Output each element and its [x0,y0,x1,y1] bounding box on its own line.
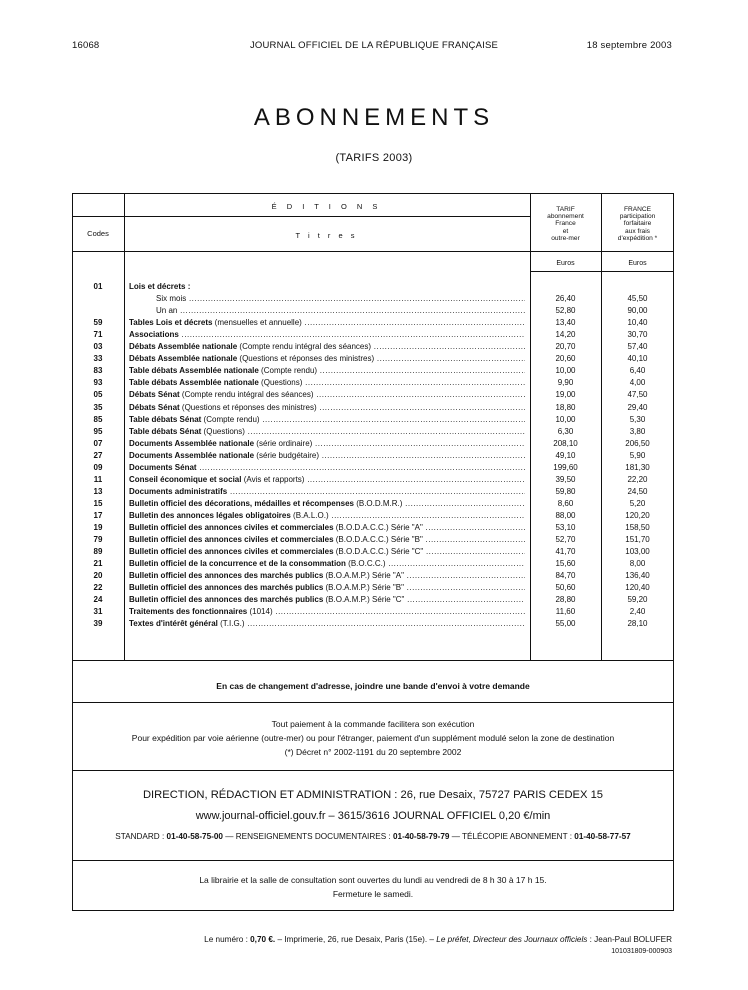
page-number: 16068 [72,40,100,51]
print-reference: 101031809-000903 [611,948,672,955]
telecopie-number: 01-40-58-77-57 [574,832,631,841]
row-tarif: 8,60 [557,498,574,508]
row-code: 19 [93,523,103,532]
row-title: Un an ..... [156,304,525,317]
page-title: ABONNEMENTS [253,104,495,131]
row-code: 89 [93,547,103,557]
row-france: 57,40 [627,342,648,352]
row-title: Documents Assemblée nationale (série ordinaire) ..... [129,437,525,450]
titres-header: T i t r e s [295,231,358,240]
row-title: Bulletin officiel des annonces civiles et commerciales (B.O.D.A.C.C.) Série "B" ..... [129,533,525,546]
row-tarif: 52,80 [555,306,576,316]
table-row [72,352,674,365]
payment-line-2: Pour expédition par voie aérienne (outre-mer) ou pour l'étranger, paiement d'un supplément modulé selon la zone de destination [131,733,615,743]
table-row [72,304,674,317]
table-row [72,521,674,534]
row-title: Textes d'intérêt général (T.I.G.) ..... [129,617,525,630]
row-france: 10,40 [627,318,648,328]
table-row [72,569,674,582]
row-title: Tables Lois et décrets (mensuelles et annuelle) ..... [129,316,525,329]
row-title: Table débats Assemblée nationale (Compte rendu) ..... [129,364,525,377]
row-tarif: 88,00 [555,510,576,520]
row-title: Débats Sénat (Questions et réponses des ministres) ..... [129,401,525,414]
row-code: 33 [93,354,103,364]
table-row [72,388,674,401]
row-tarif: 9,90 [557,378,574,388]
row-tarif: 13,40 [555,318,576,328]
row-tarif: 26,40 [555,294,576,304]
row-france: 181,30 [625,462,650,472]
row-france: 28,10 [627,619,648,629]
row-code: 21 [93,559,103,569]
librairie-notice [72,861,674,911]
row-code: 31 [93,607,103,617]
row-code: 24 [93,595,103,605]
row-code: 09 [93,462,103,472]
row-code: 20 [93,571,103,581]
row-title: Bulletin officiel des annonces civiles et commerciales (B.O.D.A.C.C.) Série "A" ..... [129,521,525,534]
row-france: 22,20 [627,474,648,484]
france-unit: Euros [628,260,647,267]
row-france: 5,90 [629,450,646,460]
row-title: Table débats Sénat (Questions) ..... [129,425,525,438]
row-title: Table débats Sénat (Compte rendu) ..... [129,413,525,426]
row-title: Table débats Assemblée nationale (Questions) ..... [129,376,525,389]
row-title: Bulletin officiel des annonces des marchés publics (B.O.A.M.P.) Série "C" ..... [129,593,525,606]
row-tarif: 20,70 [555,342,576,352]
table-row [72,473,674,486]
table-row [72,437,674,450]
row-code: 01 [93,282,103,291]
issue-date: 18 septembre 2003 [586,40,672,51]
editions-header: É D I T I O N S [271,202,382,211]
row-tarif: 55,00 [555,619,576,629]
table-row [72,545,674,558]
table-row [72,461,674,474]
issue-price: 0,70 €. [250,935,276,944]
row-title: Conseil économique et social (Avis et rapports) ..... [129,473,525,486]
table-row [72,376,674,389]
row-title: Bulletin officiel des annonces des marchés publics (B.O.A.M.P.) Série "A" ..... [129,569,525,582]
row-title: Débats Assemblée nationale (Questions et réponses des ministres) ..... [129,352,525,365]
row-france: 103,00 [625,547,650,557]
row-tarif: 41,70 [555,547,576,557]
row-tarif: 28,80 [555,595,576,605]
row-france: 3,80 [629,426,646,436]
table-row [72,485,674,498]
row-tarif: 49,10 [555,450,576,460]
row-code: 83 [93,366,103,376]
row-title: Traitements des fonctionnaires (1014) ..... [129,605,525,618]
table-row [72,605,674,618]
row-france: 120,40 [625,583,650,593]
row-title: Bulletin officiel des annonces des marchés publics (B.O.A.M.P.) Série "B" ..... [129,581,525,594]
row-tarif: 10,00 [555,414,576,424]
row-france: 8,00 [629,559,646,569]
row-code: 15 [93,498,103,508]
table-row [72,581,674,594]
page-subtitle: (TARIFS 2003) [335,152,413,164]
address-change-notice: En cas de changement d'adresse, joindre une bande d'envoi à votre demande [72,661,674,703]
table-row [72,593,674,606]
row-tarif: 84,70 [555,571,576,581]
row-france: 40,10 [627,354,648,364]
row-tarif: 199,60 [553,462,578,472]
table-row [72,425,674,438]
row-tarif: 52,70 [555,535,576,545]
row-title: Bulletin officiel des décorations, médailles et récompenses (B.O.D.M.R.) ..... [129,497,525,510]
tarif-header: TARIF abonnement France et outre-mer [547,206,584,242]
row-france: 158,50 [625,523,650,532]
row-tarif: 19,00 [555,390,576,400]
row-code: 13 [93,486,103,496]
row-code: 93 [93,378,103,388]
direction-block [72,771,674,861]
row-code: 03 [93,342,103,352]
row-france: 5,20 [629,498,646,508]
table-row [72,280,674,293]
row-france: 24,50 [627,486,648,496]
row-title: Documents Sénat ..... [129,461,525,474]
row-tarif: 6,30 [557,426,574,436]
row-code: 07 [93,438,103,448]
france-header: FRANCE participation forfaitaire aux frais d'expédition * [617,206,658,242]
row-code: 59 [93,318,103,328]
row-france: 136,40 [625,571,650,581]
standard-number: 01-40-58-75-00 [166,832,223,841]
row-code: 95 [93,426,103,436]
row-france: 29,40 [627,402,648,412]
librairie-hours: La librairie et la salle de consultation sont ouvertes du lundi au vendredi de 8 h 30 à 17 h 15. [199,875,547,885]
row-tarif: 59,80 [555,486,576,496]
table-row [72,292,674,305]
prefet-title: Le préfet, Directeur des Journaux officiels [436,935,588,944]
row-tarif: 39,50 [555,474,576,484]
row-tarif: 11,60 [555,607,576,617]
row-france: 4,00 [629,378,646,388]
row-code: 35 [93,402,103,412]
row-france: 59,20 [627,595,648,605]
table-row [72,401,674,414]
row-code: 85 [93,414,103,424]
direction-address: DIRECTION, RÉDACTION ET ADMINISTRATION : 26, rue Desaix, 75727 PARIS CEDEX 15 [142,789,604,801]
table-row [72,449,674,462]
row-code: 79 [93,535,103,545]
row-title: Bulletin des annonces légales obligatoires (B.A.L.O.) ..... [129,509,525,522]
codes-header: Codes [87,229,109,238]
website-line: www.journal-officiel.gouv.fr – 3615/3616 JOURNAL OFFICIEL 0,20 €/min [195,810,551,822]
renseignements-number: 01-40-58-79-79 [392,832,450,841]
row-title: Documents administratifs ..... [129,485,525,498]
row-code: 22 [93,583,103,593]
table-row [72,413,674,426]
row-title: Associations ..... [129,328,525,341]
row-title: Débats Sénat (Compte rendu intégral des séances) ..... [129,388,525,401]
table-row [72,316,674,329]
row-title: Documents Assemblée nationale (série budgétaire) ..... [129,449,525,462]
row-code: 17 [93,510,103,520]
row-title: Six mois ..... [156,292,525,305]
row-tarif: 208,10 [553,438,578,448]
table-row [72,557,674,570]
row-code: 27 [93,450,103,460]
row-france: 47,50 [627,390,648,400]
payment-line-1: Tout paiement à la commande facilitera son exécution [271,719,475,729]
units-divider [530,271,674,272]
header-divider [72,251,674,252]
table-row [72,509,674,522]
row-france: 30,70 [627,330,648,340]
colophon: Le numéro : 0,70 €. – Imprimerie, 26, rue Desaix, Paris (15e). – Le préfet, Directeur des Journaux officiels : Jean-Paul BOLUFER [204,935,672,944]
row-france: 45,50 [627,294,648,304]
row-code: 05 [93,390,103,400]
row-title: Bulletin officiel des annonces civiles et commerciales (B.O.D.A.C.C.) Série "C" ..... [129,545,525,558]
payment-notice [72,703,674,771]
row-tarif: 10,00 [555,366,576,376]
phone-line: STANDARD : 01-40-58-75-00 — RENSEIGNEMENTS DOCUMENTAIRES : 01-40-58-79-79 — TÉLÉCOPIE ABONNEMENT : 01-40-58-77-57 [115,832,631,841]
row-france: 90,00 [627,306,648,316]
row-tarif: 15,60 [555,559,576,569]
row-france: 2,40 [629,607,646,617]
row-code: 11 [93,474,103,484]
row-france: 151,70 [625,535,650,545]
row-france: 5,30 [629,414,646,424]
row-title: Débats Assemblée nationale (Compte rendu intégral des séances) ..... [129,340,525,353]
row-france: 6,40 [629,366,646,376]
table-row [72,497,674,510]
row-france: 120,20 [625,510,650,520]
table-row [72,364,674,377]
row-code: 71 [93,330,103,340]
payment-line-3: (*) Décret n° 2002-1191 du 20 septembre 2002 [284,747,462,757]
editions-divider [72,216,530,217]
table-row [72,617,674,630]
row-tarif: 14,20 [555,330,576,340]
row-title: Bulletin officiel de la concurrence et de la consommation (B.O.C.C.) ..... [129,557,525,570]
row-tarif: 18,80 [555,402,576,412]
librairie-closing: Fermeture le samedi. [332,889,414,899]
row-code: 39 [93,619,103,629]
journal-name: JOURNAL OFFICIEL DE LA RÉPUBLIQUE FRANÇAISE [249,40,499,51]
table-row [72,340,674,353]
row-france: 206,50 [625,438,650,448]
table-row [72,328,674,341]
row-tarif: 53,10 [555,523,576,532]
tarif-unit: Euros [556,260,575,267]
row-title: Lois et décrets : [129,282,191,291]
row-tarif: 50,60 [555,583,576,593]
table-row [72,533,674,546]
row-tarif: 20,60 [555,354,576,364]
